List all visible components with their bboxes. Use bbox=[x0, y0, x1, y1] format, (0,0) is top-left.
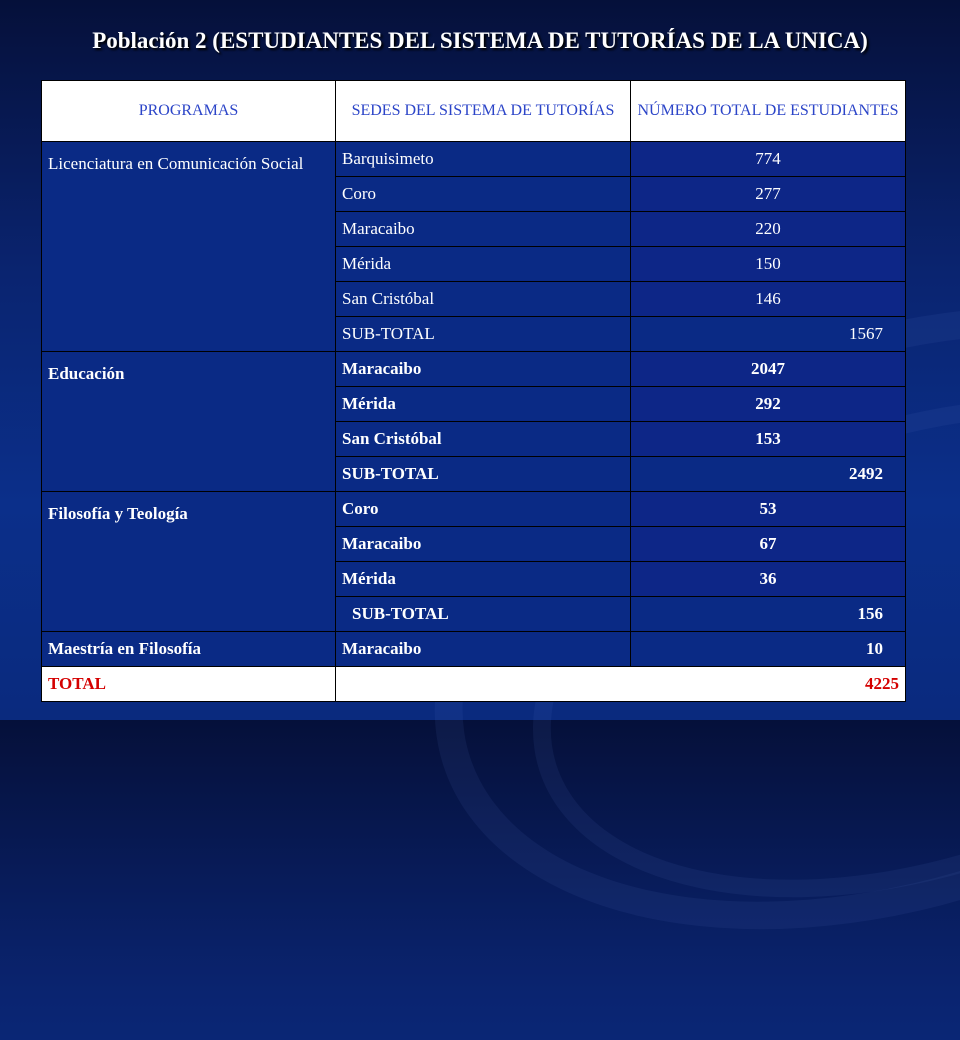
sede-name: San Cristóbal bbox=[336, 282, 631, 317]
student-count: 277 bbox=[631, 177, 906, 212]
subtotal-value: 1567 bbox=[631, 317, 906, 352]
subtotal-label: SUB-TOTAL bbox=[336, 457, 631, 492]
student-count: 220 bbox=[631, 212, 906, 247]
total-value: 4225 bbox=[336, 667, 906, 702]
table-row bbox=[42, 352, 906, 387]
sede-name: Mérida bbox=[336, 387, 631, 422]
table-row bbox=[42, 142, 906, 177]
student-count: 2047 bbox=[631, 352, 906, 387]
student-count: 774 bbox=[631, 142, 906, 177]
student-count: 10 bbox=[631, 632, 906, 667]
sede-name: Coro bbox=[336, 492, 631, 527]
sede-name: Maracaibo bbox=[336, 527, 631, 562]
total-row bbox=[42, 667, 906, 702]
student-count: 146 bbox=[631, 282, 906, 317]
subtotal-value: 156 bbox=[631, 597, 906, 632]
program-name: Filosofía y Teología bbox=[42, 492, 336, 632]
column-header-programs: PROGRAMAS bbox=[42, 81, 336, 142]
student-count: 153 bbox=[631, 422, 906, 457]
table-row bbox=[42, 632, 906, 667]
student-count: 150 bbox=[631, 247, 906, 282]
sede-name: San Cristóbal bbox=[336, 422, 631, 457]
subtotal-value: 2492 bbox=[631, 457, 906, 492]
program-name: Educación bbox=[42, 352, 336, 492]
page-title: Población 2 (ESTUDIANTES DEL SISTEMA DE TUTORÍAS DE LA UNICA) bbox=[92, 28, 868, 53]
program-name: Licenciatura en Comunicación Social bbox=[42, 142, 336, 352]
column-header-total-students: NÚMERO TOTAL DE ESTUDIANTES bbox=[631, 81, 906, 142]
table-header-row bbox=[42, 81, 906, 142]
sede-name: Maracaibo bbox=[336, 632, 631, 667]
total-label: TOTAL bbox=[42, 667, 336, 702]
student-count: 292 bbox=[631, 387, 906, 422]
column-header-sedes: SEDES DEL SISTEMA DE TUTORÍAS bbox=[336, 81, 631, 142]
student-count: 53 bbox=[631, 492, 906, 527]
sede-name: Mérida bbox=[336, 247, 631, 282]
student-count: 36 bbox=[631, 562, 906, 597]
sede-name: Coro bbox=[336, 177, 631, 212]
sede-name: Barquisimeto bbox=[336, 142, 631, 177]
student-count: 67 bbox=[631, 527, 906, 562]
sede-name: Maracaibo bbox=[336, 352, 631, 387]
sede-name: Mérida bbox=[336, 562, 631, 597]
table-row bbox=[42, 492, 906, 527]
program-name: Maestría en Filosofía bbox=[42, 632, 336, 667]
subtotal-label: SUB-TOTAL bbox=[336, 317, 631, 352]
sede-name: Maracaibo bbox=[336, 212, 631, 247]
population-table bbox=[41, 80, 906, 702]
subtotal-label: SUB-TOTAL bbox=[336, 597, 631, 632]
